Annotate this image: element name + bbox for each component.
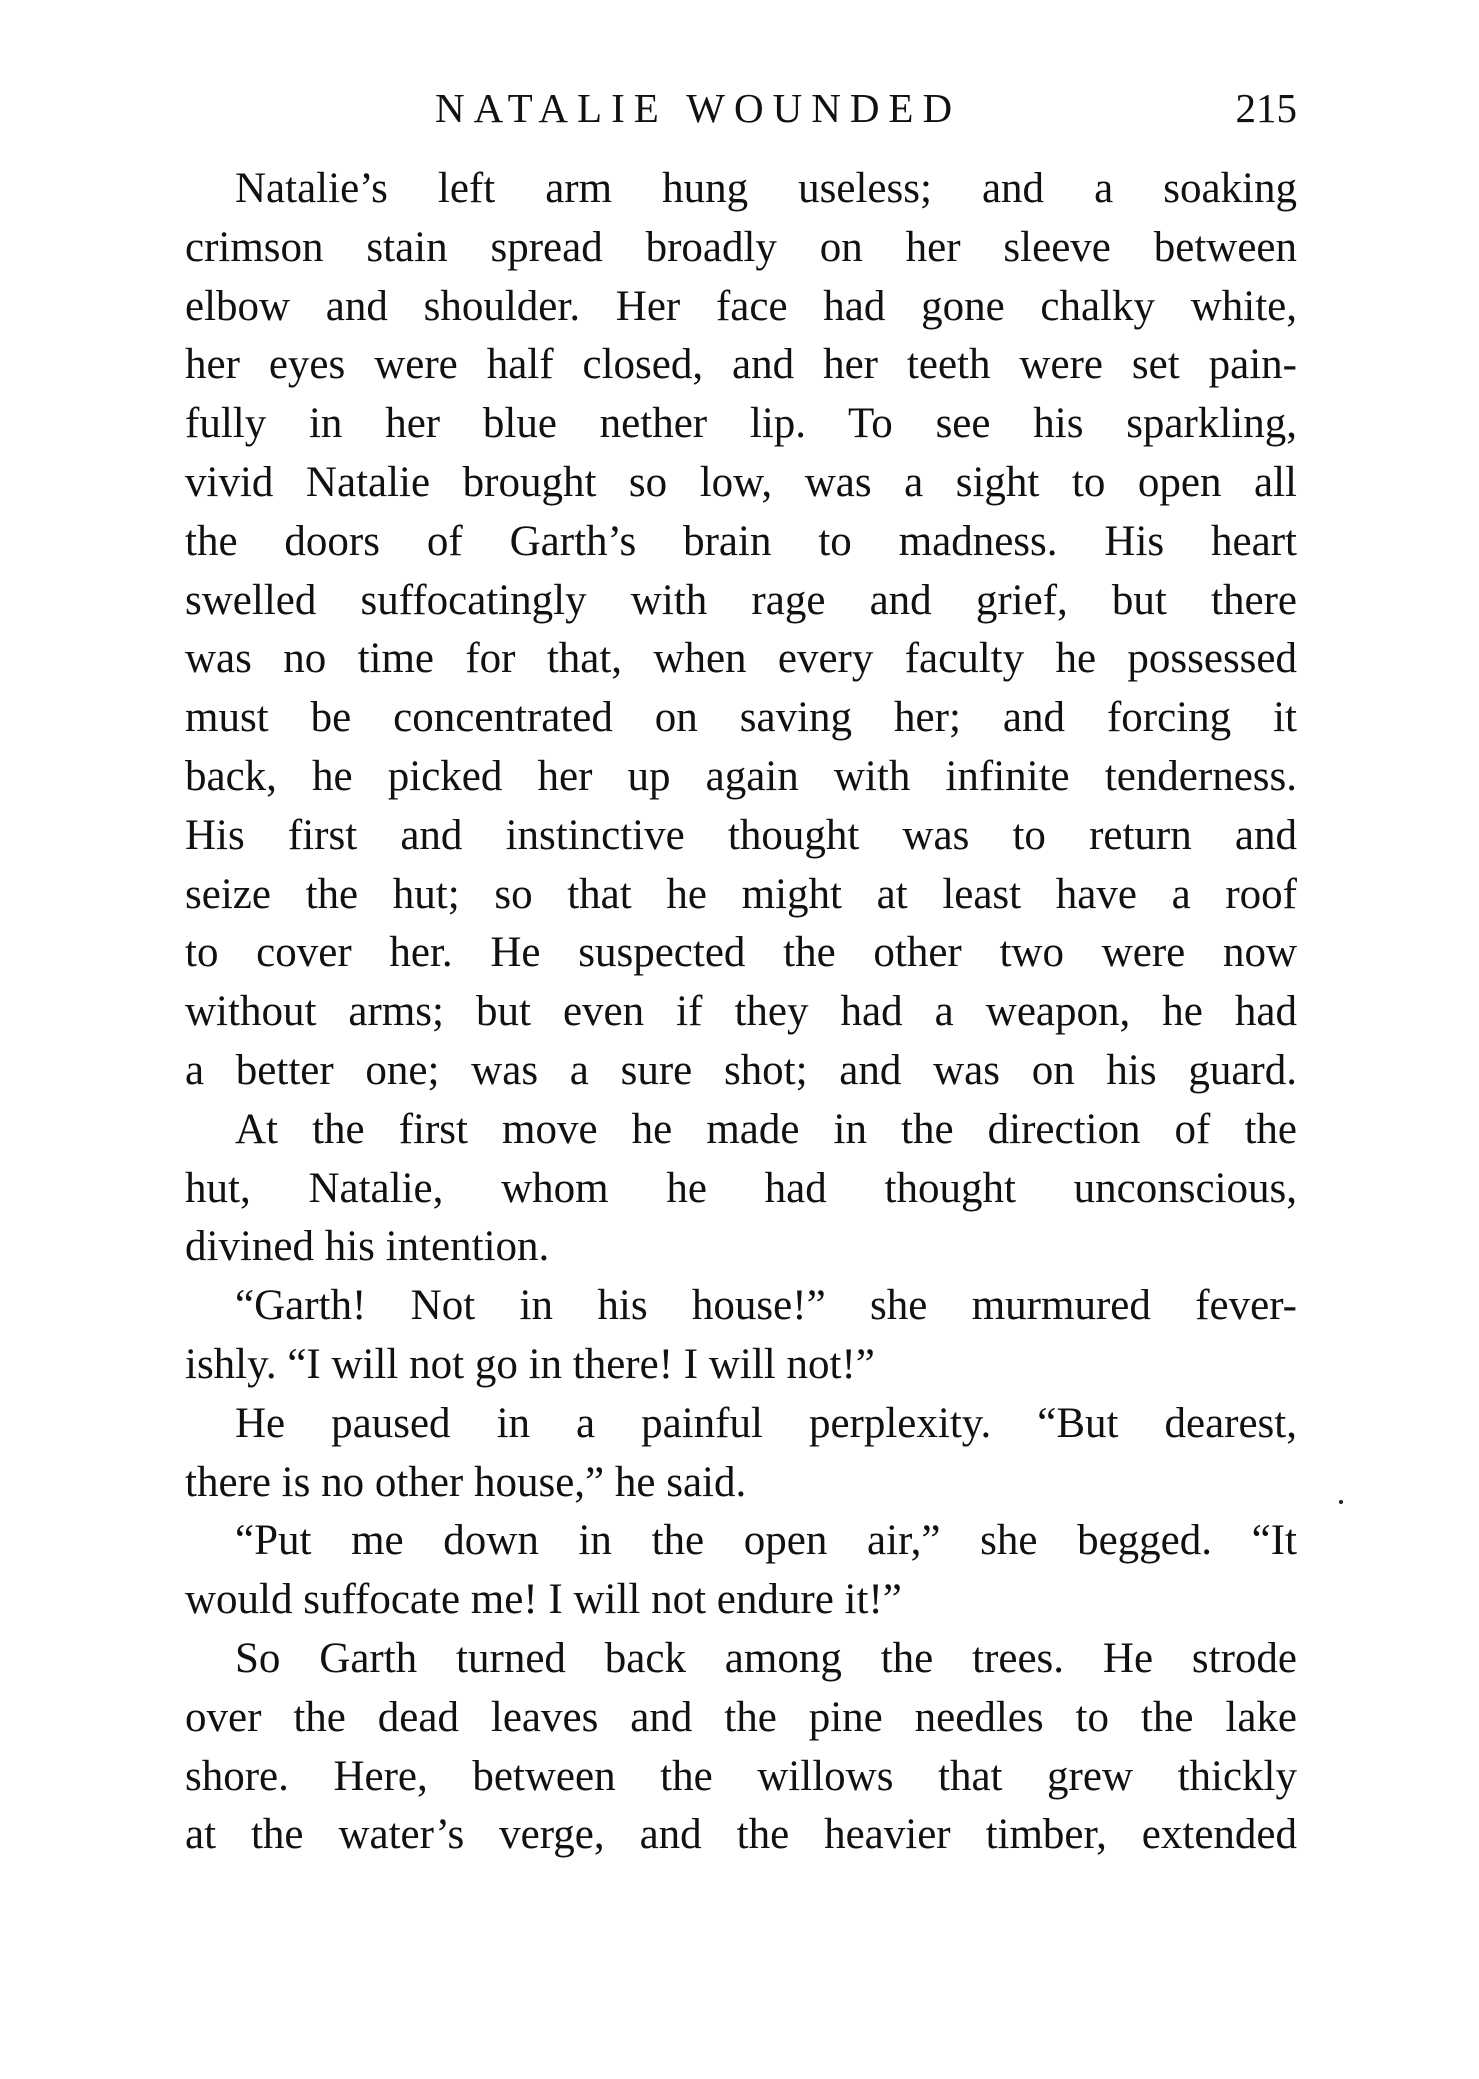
text-line: elbow and shoulder. Her face had gone chalky white, xyxy=(185,282,1297,330)
text-line: “Garth! Not in his house!” she murmured fever- xyxy=(235,1282,1297,1330)
text-line: over the dead leaves and the pine needles to the lake xyxy=(185,1693,1297,1741)
text-line: at the water’s verge, and the heavier timber, extended xyxy=(185,1811,1297,1859)
running-head xyxy=(185,78,1297,138)
text-line: shore. Here, between the willows that grew thickly xyxy=(185,1752,1297,1800)
text-line: would suffocate me! I will not endure it!” xyxy=(185,1576,902,1624)
text-line: He paused in a painful perplexity. “But dearest, xyxy=(235,1399,1297,1447)
text-line: there is no other house,” he said. xyxy=(185,1458,747,1506)
text-line: a better one; was a sure shot; and was on his guard. xyxy=(185,1046,1297,1094)
page-number: 215 xyxy=(1235,85,1297,131)
text-line: back, he picked her up again with infinite tenderness. xyxy=(185,752,1297,800)
text-line: hut, Natalie, whom he had thought unconscious, xyxy=(185,1164,1297,1212)
chapter-title: NATALIE WOUNDED xyxy=(435,85,962,131)
text-line: crimson stain spread broadly on her sleeve between xyxy=(185,223,1297,271)
text-line: ishly. “I will not go in there! I will not!” xyxy=(185,1340,875,1388)
text-line: her eyes were half closed, and her teeth were set pain- xyxy=(185,341,1297,389)
text-line: vivid Natalie brought so low, was a sight to open all xyxy=(185,458,1297,506)
text-line: seize the hut; so that he might at least have a roof xyxy=(185,870,1297,918)
text-line: was no time for that, when every faculty he possessed xyxy=(185,635,1297,683)
body-text xyxy=(185,160,1297,1865)
text-line: must be concentrated on saving her; and forcing it xyxy=(185,694,1297,742)
text-line: fully in her blue nether lip. To see his sparkling, xyxy=(185,400,1297,448)
text-line: divined his intention. xyxy=(185,1223,550,1271)
text-line: “Put me down in the open air,” she begged. “It xyxy=(235,1517,1297,1565)
text-line: the doors of Garth’s brain to madness. His heart xyxy=(185,517,1297,565)
text-line: Natalie’s left arm hung useless; and a soaking xyxy=(235,165,1297,212)
print-speck xyxy=(1339,1500,1343,1504)
text-line: At the first move he made in the direction of the xyxy=(235,1105,1297,1153)
text-line: to cover her. He suspected the other two were now xyxy=(185,929,1297,977)
text-line: So Garth turned back among the trees. He strode xyxy=(235,1634,1297,1682)
text-line: without arms; but even if they had a weapon, he had xyxy=(185,988,1297,1036)
text-line: swelled suffocatingly with rage and grief, but there xyxy=(185,576,1297,624)
text-line: His first and instinctive thought was to return and xyxy=(185,811,1297,859)
